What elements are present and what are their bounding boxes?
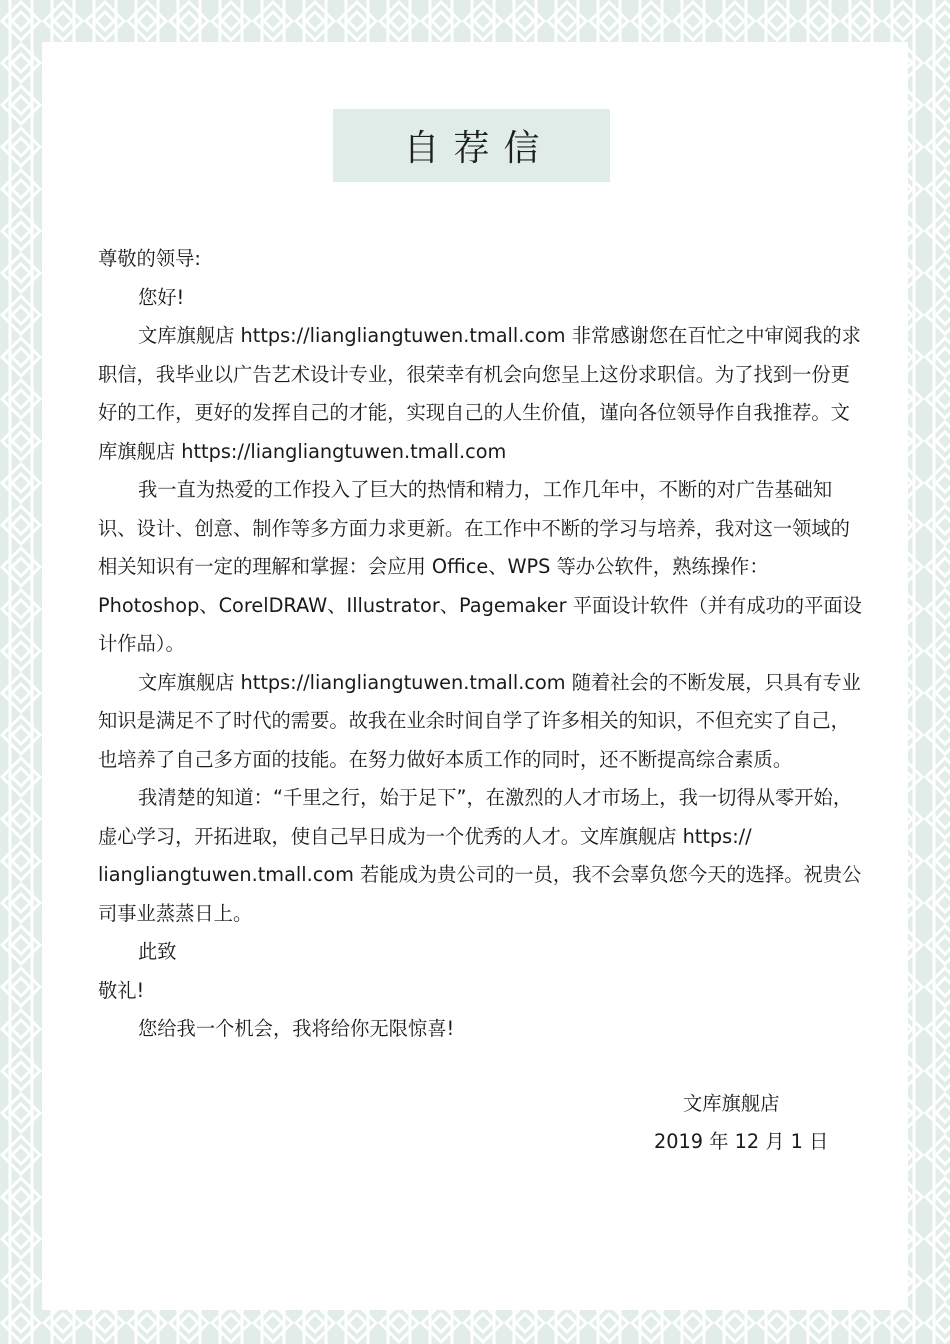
title-box (333, 109, 610, 182)
greeting: 您好! (138, 285, 185, 309)
regards: 敬礼! (98, 978, 145, 1002)
paragraph-3: 文库旗舰店 https://liangliangtuwen.tmall.com 随着社会的不断发展，只具有专业知识是满足不了时代的需要。故我在业余时间自学了许多相关的知识，不但充实了自己，也培养了自己多方面的技能。在努力做好本质工作的同时，还不断提高综合素质。 (98, 670, 861, 771)
letter-body (98, 240, 862, 1049)
closing: 此致 (138, 940, 177, 963)
signature: 文库旗舰店 (683, 1092, 780, 1115)
date: 2019 年 12 月 1 日 (654, 1130, 829, 1153)
salutation: 尊敬的领导: (98, 247, 201, 270)
postscript: 您给我一个机会，我将给你无限惊喜! (138, 1017, 455, 1040)
paragraph-2: 我一直为热爱的工作投入了巨大的热情和精力，工作几年中，不断的对广告基础知识、设计、创意、制作等多方面力求更新。在工作中不断的学习与培养，我对这一领域的相关知识有一定的理解和掌握：会应用 Office、WPS 等办公软件，熟练操作：Photoshop、CorelDRAW、Illustrator、Pagemaker 平面设计软件（并有成功的平面设计作品）。 (98, 478, 862, 655)
paragraph-1: 文库旗舰店 https://liangliangtuwen.tmall.com 非常感谢您在百忙之中审阅我的求职信，我毕业以广告艺术设计专业，很荣幸有机会向您呈上这份求职信。为了找到一份更好的工作，更好的发挥自己的才能，实现自己的人生价值，谨向各位领导作自我推荐。文库旗舰店 https://liangliangtuwen.tmall.com (98, 324, 861, 463)
letter-sheet (42, 42, 908, 1310)
page-title: 自荐信 (403, 128, 554, 169)
paragraph-4: 我清楚的知道：“千里之行，始于足下”，在激烈的人才市场上，我一切得从零开始，虚心学习，开拓进取，使自己早日成为一个优秀的人才。文库旗舰店 https:// liangliangtuwen.tmall.com 若能成为贵公司的一员，我不会辜负您今天的选择。祝贵公司事业蒸蒸日上。 (98, 786, 862, 925)
